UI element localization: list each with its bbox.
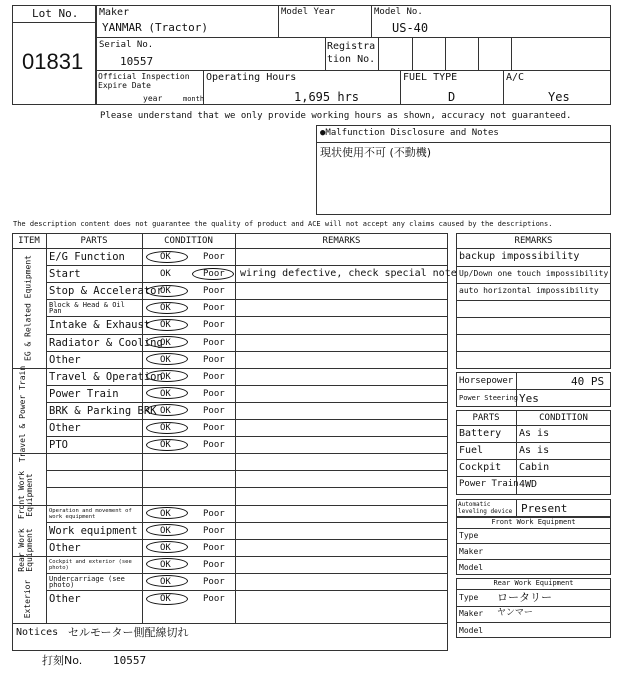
group-front: Front Work Equipment: [17, 470, 35, 520]
lot-label: Lot No.: [32, 7, 79, 20]
rear-work-title: Rear Work Equipment: [493, 579, 574, 587]
poor-option[interactable]: Poor: [203, 286, 225, 297]
part-name: Power Train: [49, 387, 119, 400]
notices-label: Notices: [16, 627, 59, 638]
maker-value: YANMAR (Tractor): [102, 21, 208, 34]
ok-option[interactable]: OK: [160, 354, 171, 365]
poor-option[interactable]: Poor: [203, 388, 225, 399]
part-name: Other: [49, 422, 81, 434]
malfunction-title: ●Malfunction Disclosure and Notes: [320, 128, 499, 138]
remark-3: auto horizontal impossibility: [459, 286, 599, 295]
part-fuel: Fuel: [459, 445, 484, 456]
part-name: Other: [49, 593, 81, 605]
remark-text: wiring defective, check special note: [240, 268, 457, 280]
part-name: Radiator & Cooling: [49, 336, 163, 349]
poor-option[interactable]: Poor: [203, 320, 225, 331]
col-condition: CONDITION: [164, 236, 213, 246]
ok-option[interactable]: OK: [160, 252, 171, 262]
fuel-value: D: [448, 90, 456, 104]
part-name: Undercarriage (see photo): [49, 574, 125, 589]
lot-number: 01831: [22, 49, 84, 74]
part-name: BRK & Parking BRK: [49, 404, 157, 417]
autolevel-label: Automatic leveling device: [458, 501, 513, 515]
ok-option[interactable]: OK: [160, 508, 171, 519]
remark-1: backup impossibility: [459, 251, 580, 262]
condition-circle: [146, 319, 188, 331]
part-name: Other: [49, 541, 81, 554]
cond-battery: As is: [519, 428, 550, 439]
ok-option[interactable]: OK: [160, 269, 171, 280]
condition-circle: [146, 302, 188, 314]
condition-circle: [146, 422, 188, 434]
ok-option[interactable]: OK: [160, 371, 171, 382]
part-name: Other: [49, 353, 81, 366]
malfunction-box: [316, 125, 611, 215]
condition-circle: [146, 524, 188, 536]
part-name: Block & Head & Oil Pan: [49, 301, 125, 316]
fuel-label: FUEL TYPE: [403, 72, 458, 83]
part-name: Work equipment: [49, 524, 138, 537]
front-model-label: Model: [459, 563, 484, 572]
model-year-label: Model Year: [281, 7, 336, 17]
part-name: PTO: [49, 439, 68, 452]
poor-option[interactable]: Poor: [203, 269, 225, 280]
poor-option[interactable]: Poor: [203, 337, 225, 348]
serial-value: 10557: [120, 55, 154, 68]
inspection-label-2: Expire Date: [98, 81, 151, 90]
condition-circle: [146, 439, 188, 451]
ok-option[interactable]: OK: [160, 440, 171, 451]
col-remarks: REMARKS: [322, 236, 361, 246]
col-parts: PARTS: [80, 236, 108, 246]
rear-maker-label: Maker: [459, 609, 484, 618]
front-type-label: Type: [459, 531, 479, 540]
condition-header: CONDITION: [539, 413, 588, 423]
condition-circle: [146, 507, 188, 519]
poor-option[interactable]: Poor: [203, 354, 225, 365]
part-name: Start: [49, 268, 81, 281]
hours-label: Operating Hours: [206, 72, 297, 83]
poor-option[interactable]: Poor: [203, 405, 225, 416]
col-item: ITEM: [18, 236, 40, 246]
cond-fuel: As is: [519, 445, 550, 456]
model-no-value: US-40: [392, 21, 429, 35]
condition-circle: [146, 593, 188, 605]
poor-option[interactable]: Poor: [203, 576, 225, 587]
part-battery: Battery: [459, 428, 502, 439]
poor-option[interactable]: Poor: [203, 594, 225, 604]
ok-option[interactable]: OK: [160, 320, 171, 331]
part-name: Cockpit and exterior (see photo): [49, 558, 132, 571]
condition-circle: [146, 285, 188, 297]
parts-header: PARTS: [472, 413, 500, 423]
horsepower-value: 40 PS: [571, 375, 605, 388]
part-power-train: Power Train: [459, 479, 519, 489]
poor-option[interactable]: Poor: [203, 525, 225, 536]
ac-label: A/C: [506, 72, 525, 83]
rear-model-label: Model: [459, 626, 484, 635]
steering-value: Yes: [519, 392, 539, 405]
hours-notice: Please understand that we only provide working hours as shown, accuracy not guaranteed.: [100, 111, 572, 121]
poor-option[interactable]: Poor: [203, 252, 225, 262]
poor-option[interactable]: Poor: [203, 303, 225, 314]
condition-circle: [146, 251, 188, 263]
part-cockpit: Cockpit: [459, 462, 502, 473]
ok-option[interactable]: OK: [160, 423, 171, 433]
ok-option[interactable]: OK: [160, 286, 171, 297]
rear-type-label: Type: [459, 593, 479, 602]
poor-option[interactable]: Poor: [203, 423, 225, 433]
autolevel-value: Present: [521, 502, 568, 515]
part-name: Stop & Accelerator: [49, 285, 163, 298]
rear-type-value: ロータリー: [497, 591, 552, 604]
disclaimer: The description content does not guarantee the quality of product and ACE will not accept any claims caused by the descriptions.: [13, 220, 553, 228]
part-name: E/G Function: [49, 251, 125, 263]
group-rear: Rear Work Equipment: [17, 528, 35, 572]
ok-option[interactable]: OK: [160, 525, 171, 536]
group-travel: Travel & Power Train: [18, 365, 27, 463]
front-maker-label: Maker: [459, 547, 484, 556]
condition-circle: [146, 336, 188, 348]
part-name: Operation and movement of work equipment: [49, 507, 132, 520]
ok-option[interactable]: OK: [160, 388, 171, 399]
ok-option[interactable]: OK: [160, 594, 171, 604]
stamp-value: 10557: [113, 654, 147, 667]
maker-label: Maker: [99, 7, 130, 18]
cond-power-train: 4WD: [519, 479, 538, 490]
registration-label: Registration No.: [327, 41, 376, 65]
horsepower-label: Horsepower: [459, 376, 514, 386]
hours-value: 1,695 hrs: [294, 90, 360, 104]
year-label: year: [143, 94, 163, 103]
notices-value: セルモーター側配線切れ: [68, 626, 189, 639]
ok-option[interactable]: OK: [160, 542, 171, 553]
poor-option[interactable]: Poor: [203, 508, 225, 519]
remark-2: Up/Down one touch impossibility: [459, 269, 609, 278]
front-work-title: Front Work Equipment: [491, 518, 576, 526]
poor-option[interactable]: Poor: [203, 371, 225, 382]
ok-option[interactable]: OK: [160, 337, 171, 348]
cond-cockpit: Cabin: [519, 462, 550, 473]
poor-option[interactable]: Poor: [203, 559, 225, 570]
steering-label: Power Steering: [459, 394, 519, 402]
group-exterior: Exterior: [23, 579, 32, 619]
poor-option[interactable]: Poor: [203, 542, 225, 553]
ok-option[interactable]: OK: [160, 303, 171, 314]
part-name: Travel & Operation: [49, 370, 163, 383]
ok-option[interactable]: OK: [160, 576, 171, 587]
remarks-header: REMARKS: [514, 236, 553, 246]
inspection-label-1: Official Inspection: [98, 72, 190, 81]
poor-option[interactable]: Poor: [203, 440, 225, 451]
ok-option[interactable]: OK: [160, 405, 171, 416]
ac-value: Yes: [548, 90, 570, 104]
condition-circle: [192, 268, 234, 280]
serial-label: Serial No.: [99, 40, 154, 50]
model-no-label: Model No.: [374, 7, 423, 17]
condition-circle: [146, 353, 188, 365]
ok-option[interactable]: OK: [160, 559, 171, 570]
group-eg: EG & Related Equipment: [23, 255, 33, 361]
month-label: month: [183, 95, 205, 103]
rear-maker-value: ヤンマー: [497, 608, 533, 618]
malfunction-text: 現状使用不可 (不動機): [320, 146, 432, 159]
stamp-label: 打刻No.: [42, 654, 83, 667]
part-name: Intake & Exhaust: [49, 319, 151, 332]
